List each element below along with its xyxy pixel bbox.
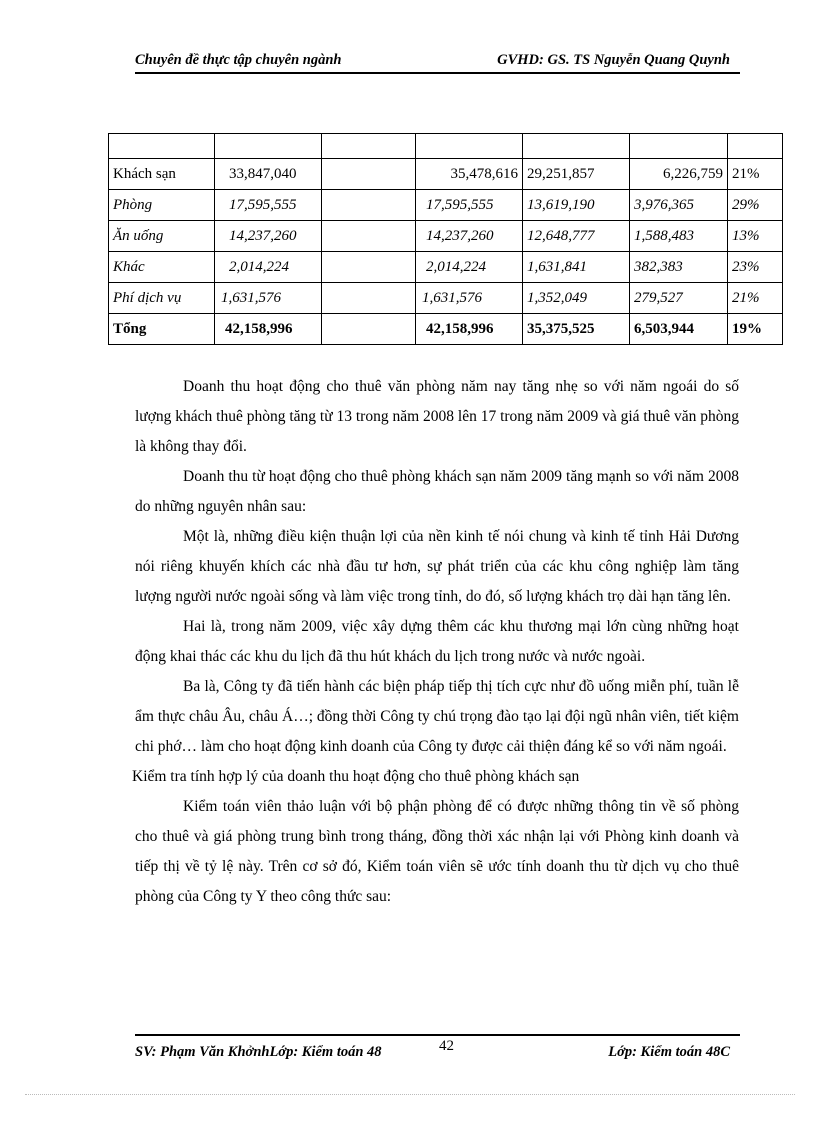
table-cell: 42,158,996 [215,314,322,345]
table-cell [728,134,783,159]
table-cell [322,252,416,283]
table-cell: 29,251,857 [523,159,630,190]
table-cell: 2,014,224 [416,252,523,283]
page-number: 42 [439,1038,454,1054]
paragraph: Hai là, trong năm 2009, việc xây dựng thêm các khu thương mại lớn cùng những hoạt động khai thác các khu du lịch đã thu hút khách du lịch trong nước và nước ngoài. [135,618,739,665]
row-label: Phí dịch vụ [109,283,215,314]
table-cell: 12,648,777 [523,221,630,252]
paragraph: Ba là, Công ty đã tiến hành các biện pháp tiếp thị tích cực như đồ uống miễn phí, tuần lễ ẩm thực châu Âu, châu Á…; đồng thời Công ty chú trọng đào tạo lại đội ngũ nhân viên, tiết kiệm chi phớ… làm cho hoạt động kinh doanh của Công ty được cải thiện đáng kể so với năm ngoái. [135,678,739,755]
table-cell: 17,595,555 [416,190,523,221]
page-header [135,50,740,74]
table-cell [322,314,416,345]
table-row [109,252,783,283]
row-label: Ăn uống [109,221,215,252]
table-cell [322,221,416,252]
row-label: Khách sạn [109,159,215,190]
table-row [109,283,783,314]
paragraph: Một là, những điều kiện thuận lợi của nền kinh tế nói chung và kinh tế tỉnh Hải Dương nói riêng khuyến khích các nhà đầu tư hơn, sự phát triển của các khu công nghiệp làm tăng lượng người nước ngoài sống và làm việc trong tỉnh, do đó, số lượng khách trọ dài hạn tăng lên. [135,528,739,605]
table-cell [416,134,523,159]
footer-class: Lớp: Kiểm toán 48C [608,1044,730,1060]
table-total-row [109,314,783,345]
section-heading: Kiểm tra tính hợp lý của doanh thu hoạt động cho thuê phòng khách sạn [132,768,580,785]
table-blank-row [109,134,783,159]
table-cell: 382,383 [630,252,728,283]
table-cell: 6,226,759 [630,159,728,190]
table-cell [215,134,322,159]
table-cell [322,283,416,314]
row-label: Khác [109,252,215,283]
table-cell: 13,619,190 [523,190,630,221]
body-text [132,372,739,912]
table-cell: 29% [728,190,783,221]
table-cell: 19% [728,314,783,345]
table-cell: 21% [728,159,783,190]
table-row [109,221,783,252]
table-row [109,159,783,190]
header-left-title: Chuyên đề thực tập chuyên ngành [135,52,342,68]
table-cell: 14,237,260 [215,221,322,252]
paragraph: Doanh thu từ hoạt động cho thuê phòng khách sạn năm 2009 tăng mạnh so với năm 2008 do những nguyên nhân sau: [135,468,739,515]
footer-student: SV: Phạm Văn KhởnhLớp: Kiểm toán 48 [135,1044,382,1060]
table-cell: 42,158,996 [416,314,523,345]
table-cell [322,190,416,221]
page-bottom-divider [25,1094,795,1095]
table-cell: 17,595,555 [215,190,322,221]
table-cell: 3,976,365 [630,190,728,221]
table-cell [109,134,215,159]
row-label: Phòng [109,190,215,221]
table-cell: 1,631,576 [416,283,523,314]
table-cell: 35,375,525 [523,314,630,345]
table-cell: 279,527 [630,283,728,314]
table-cell [523,134,630,159]
table-cell [322,134,416,159]
table-cell: 23% [728,252,783,283]
table-cell: 1,588,483 [630,221,728,252]
table-cell: 33,847,040 [215,159,322,190]
table-cell: 35,478,616 [416,159,523,190]
table-cell [630,134,728,159]
table-cell: 1,631,576 [215,283,322,314]
revenue-table [108,133,783,345]
table-cell: 21% [728,283,783,314]
paragraph: Doanh thu hoạt động cho thuê văn phòng năm nay tăng nhẹ so với năm ngoái do số lượng khách thuê phòng tăng từ 13 trong năm 2008 lên 17 trong năm 2009 và giá thuê văn phòng là không thay đổi. [135,378,739,455]
table-cell: 6,503,944 [630,314,728,345]
row-label: Tổng [109,314,215,345]
table-cell: 1,631,841 [523,252,630,283]
table-row [109,190,783,221]
table-cell: 2,014,224 [215,252,322,283]
header-right-supervisor: GVHD: GS. TS Nguyễn Quang Quynh [497,52,730,68]
table-cell: 13% [728,221,783,252]
paragraph: Kiểm toán viên thảo luận với bộ phận phòng để có được những thông tin về số phòng cho thuê và giá phòng trung bình trong tháng, đồng thời xác nhận lại với Phòng kinh doanh và tiếp thị về tỷ lệ này. Trên cơ sở đó, Kiểm toán viên sẽ ước tính doanh thu từ dịch vụ cho thuê phòng của Công ty Y theo công thức sau: [135,798,739,905]
table-cell [322,159,416,190]
table-cell: 1,352,049 [523,283,630,314]
table-cell: 14,237,260 [416,221,523,252]
page-footer [135,1034,740,1062]
